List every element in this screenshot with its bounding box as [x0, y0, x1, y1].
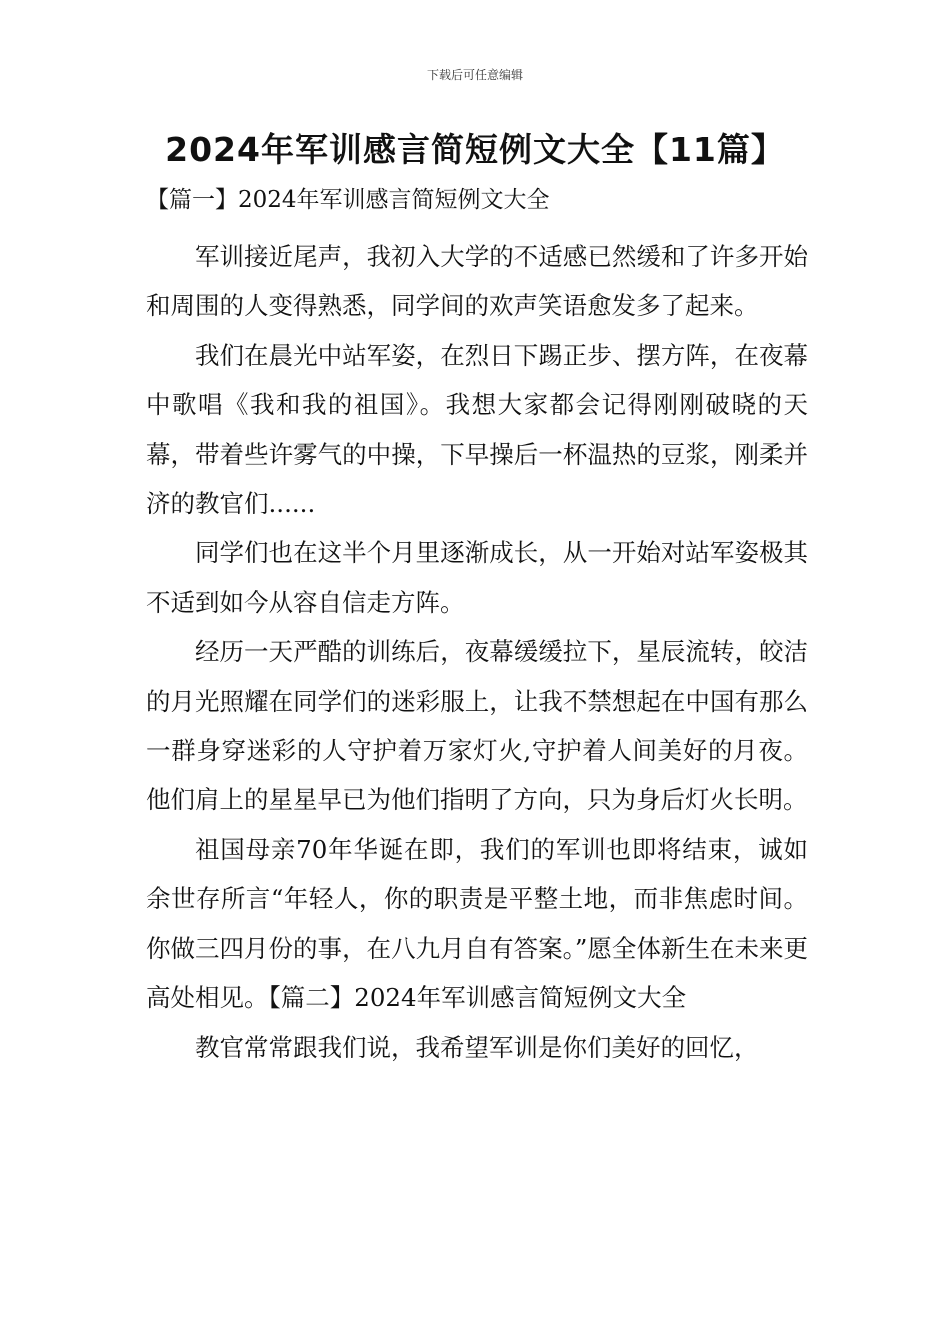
paragraph: 我们在晨光中站军姿，在烈日下踢正步、摆方阵，在夜幕中歌唱《我和我的祖国》。我想大家都会记得刚刚破晓的天幕，带着些许雾气的中操，下早操后一杯温热的豆浆，刚柔并济的教官们......	[146, 340, 808, 519]
header-note: 下载后可任意编辑	[426, 68, 523, 82]
paragraph: 军训接近尾声，我初入大学的不适感已然缓和了许多开始和周围的人变得熟悉，同学间的欢声笑语愈发多了起来。	[146, 242, 808, 321]
document-title: 2024年军训感言简短例文大全【11篇】	[165, 130, 785, 169]
paragraph: 经历一天严酷的训练后，夜幕缓缓拉下，星辰流转，皎洁的月光照耀在同学们的迷彩服上，让我不禁想起在中国有那么一群身穿迷彩的人守护着万家灯火,守护着人间美好的月夜。他们肩上的星星早已为他们指明了方向，只为身后灯火长明。	[146, 637, 808, 815]
document-body	[146, 180, 808, 1072]
spacer	[146, 220, 808, 232]
paragraph: 教官常常跟我们说，我希望军训是你们美好的回忆，	[195, 1032, 759, 1062]
paragraph: 祖国母亲70年华诞在即，我们的军训也即将结束，诚如余世存所言“年轻人，你的职责是平整土地，而非焦虑时间。你做三四月份的事，在八九月自有答案。”愿全体新生在未来更高处相见。【篇二】2024年军训感言简短例文大全	[146, 834, 808, 1013]
section-heading: 【篇一】2024年军训感言简短例文大全	[146, 187, 550, 213]
paragraph: 同学们也在这半个月里逐渐成长，从一开始对站军姿极其不适到如今从容自信走方阵。	[146, 538, 808, 617]
